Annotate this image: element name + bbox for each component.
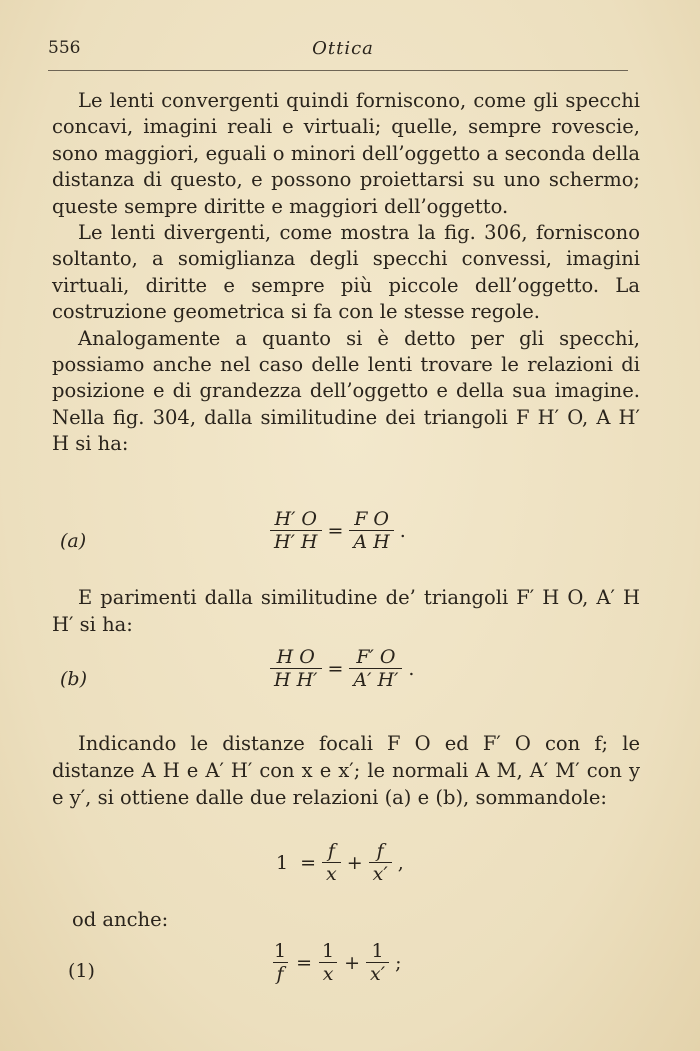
equation-a — [52, 508, 640, 568]
numerator: H O — [276, 646, 315, 668]
plus-sign: + — [346, 851, 363, 874]
paragraph: Indicando le distanze focali F O ed F′ O con f; le distanze A H e A′ H′ con x e x′; le normali A M, A′ M′ con y e y′, si ottiene dalle due relazioni (a) e (b), sommandole: — [52, 732, 640, 809]
plus-sign: + — [344, 951, 361, 974]
equals-sign: = — [327, 657, 344, 680]
equals-sign: = — [300, 851, 317, 874]
numerator: 1 — [274, 940, 287, 962]
equation-b — [52, 646, 640, 706]
fraction — [322, 840, 341, 885]
equation-body — [270, 508, 412, 553]
equation-body — [270, 840, 410, 885]
denominator: H′ H — [270, 530, 322, 553]
denominator: f — [273, 962, 288, 985]
denominator: A H — [349, 530, 393, 553]
denominator: x — [322, 862, 341, 885]
numerator: F O — [354, 508, 389, 530]
equation-body — [270, 940, 407, 985]
header-rule — [48, 70, 628, 71]
punctuation: . — [408, 657, 415, 680]
equation-label: (b) — [60, 668, 87, 690]
equals-sign: = — [296, 951, 313, 974]
fraction — [270, 940, 290, 985]
fraction — [349, 508, 393, 553]
denominator: x′ — [366, 962, 389, 985]
numerator: f — [327, 840, 335, 862]
fraction — [318, 940, 338, 985]
page-header — [48, 38, 638, 62]
equation-sum — [52, 840, 640, 896]
running-title: Ottica — [312, 38, 374, 59]
text-focal-distances — [52, 730, 640, 811]
page-number: 556 — [48, 38, 81, 58]
denominator: x′ — [369, 862, 392, 885]
numerator: 1 — [371, 940, 384, 962]
punctuation: ; — [395, 951, 402, 974]
denominator: x — [319, 962, 338, 985]
equation-label: (1) — [68, 960, 95, 982]
numerator: 1 — [322, 940, 335, 962]
body-text — [52, 88, 640, 458]
denominator: H H′ — [270, 668, 322, 691]
equals-sign: = — [327, 519, 344, 542]
fraction — [366, 940, 389, 985]
numeral-one: 1 — [276, 851, 289, 874]
fraction — [270, 508, 322, 553]
paragraph-convergent: Le lenti convergenti quindi forniscono, come gli specchi concavi, imagini reali e virtuali; quelle, sempre rovescie, sono maggiori, eguali o minori dell’oggetto a seconda della distanza di questo, e possono proiettarsi su uno schermo; queste sempre diritte e maggiori dell’oggetto. — [52, 89, 640, 218]
numerator: f — [376, 840, 384, 862]
fraction — [270, 646, 322, 691]
punctuation: , — [397, 851, 404, 874]
denominator: A′ H′ — [349, 668, 402, 691]
fraction — [349, 646, 402, 691]
numerator: H′ O — [274, 508, 317, 530]
paragraph-analogous: Analogamente a quanto si è detto per gli specchi, possiamo anche nel caso delle lenti trovare le relazioni di posizione e di grandezza dell’oggetto e della sua imagine. Nella fig. 304, dalla similitudine dei triangoli F H′ O, A H′ H si ha: — [52, 326, 640, 456]
numerator: F′ O — [356, 646, 396, 668]
text-similitude-b — [52, 584, 640, 638]
punctuation: . — [399, 519, 406, 542]
paragraph-divergent: Le lenti divergenti, come mostra la fig. 306, forniscono soltanto, a somiglianza degli specchi convessi, imagini virtuali, diritte e sempre più piccole dell’oggetto. La costruzione geometrica si fa con le stesse regole. — [52, 221, 640, 324]
paragraph: E parimenti dalla similitudine de’ triangoli F′ H O, A′ H H′ si ha: — [52, 586, 640, 636]
equation-body — [270, 646, 420, 691]
equation-label: (a) — [60, 530, 87, 552]
equation-1 — [52, 940, 640, 1000]
fraction — [369, 840, 392, 885]
text-od-anche: od anche: — [72, 908, 169, 931]
